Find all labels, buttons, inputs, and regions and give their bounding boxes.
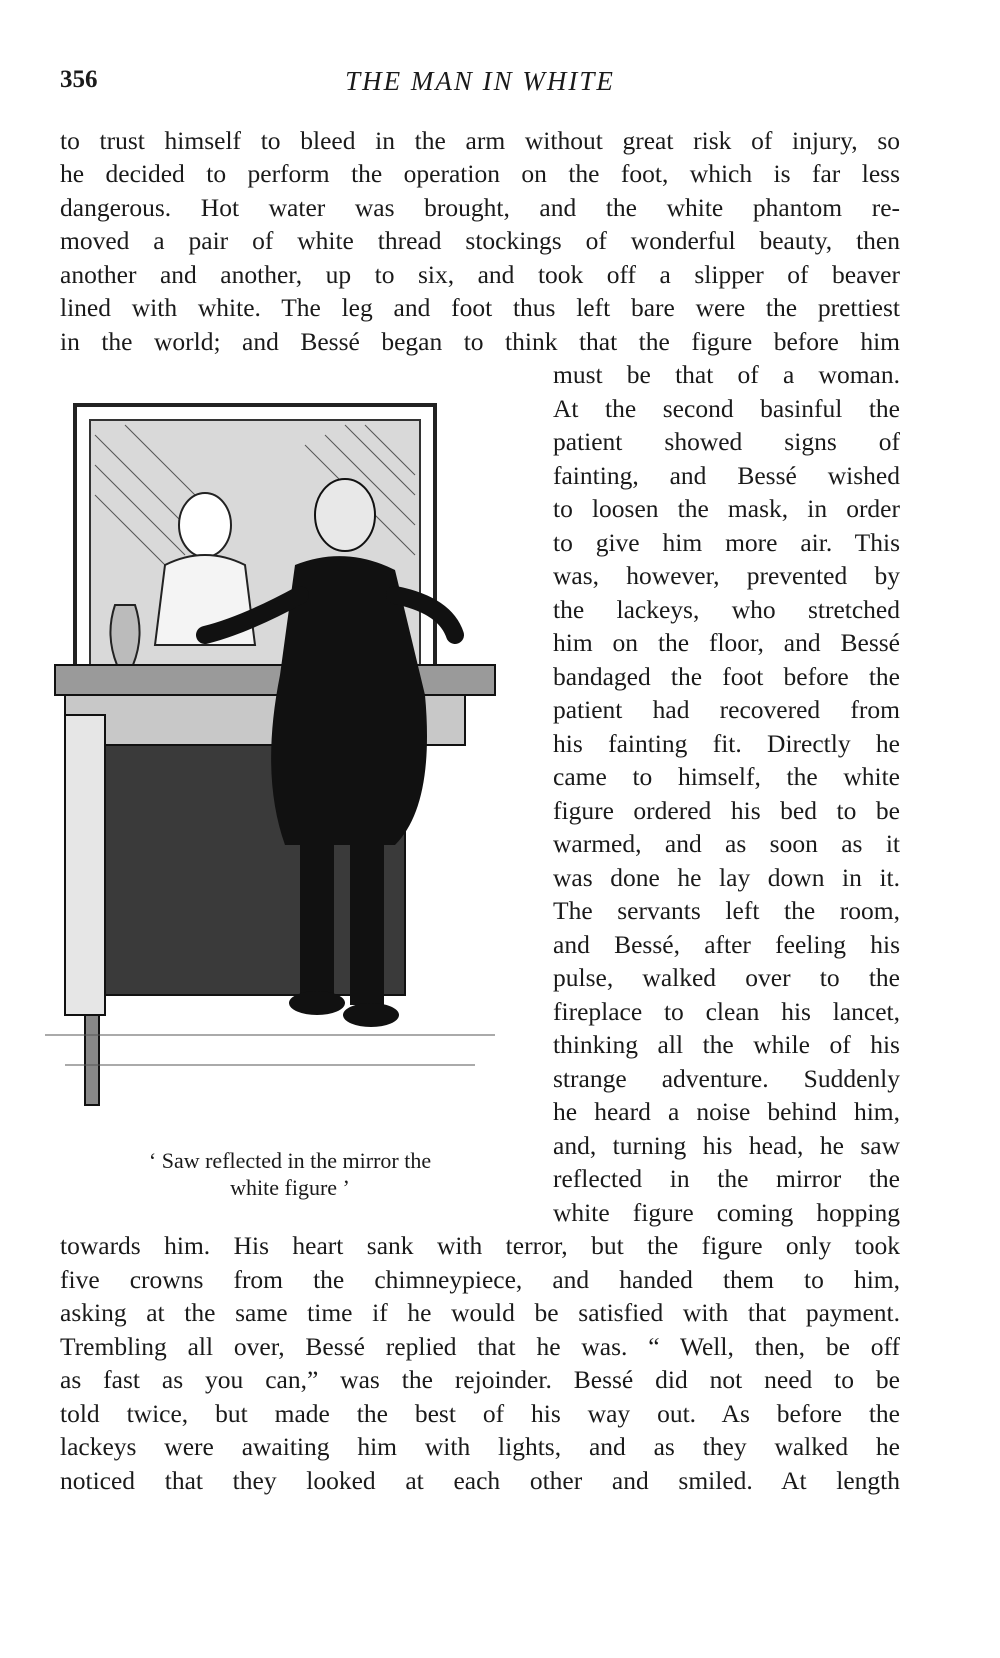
body-line: figure ordered his bed to be — [553, 796, 900, 825]
body-line: lined with white. The leg and foot thus left bare were the prettiest — [60, 293, 900, 322]
body-line: was, however, prevented by — [553, 561, 900, 590]
body-line: patient had recovered from — [553, 695, 900, 724]
body-line: noticed that they looked at each other and smiled. At length — [60, 1466, 900, 1495]
body-line: Trembling all over, Bessé replied that he was. “ Well, then, be off — [60, 1332, 900, 1361]
body-line: another and another, up to six, and took off a slipper of beaver — [60, 260, 900, 289]
body-line: in the world; and Bessé began to think that the figure before him — [60, 327, 900, 356]
body-line: five crowns from the chimneypiece, and handed them to him, — [60, 1265, 900, 1294]
body-line: patient showed signs of — [553, 427, 900, 456]
body-line: his fainting fit. Directly he — [553, 729, 900, 758]
body-line: towards him. His heart sank with terror, but the figure only took — [60, 1231, 900, 1260]
body-line: strange adventure. Suddenly — [553, 1064, 900, 1093]
body-line: asking at the same time if he would be satisfied with that payment. — [60, 1298, 900, 1327]
body-line: fainting, and Bessé wished — [553, 461, 900, 490]
body-line: reflected in the mirror the — [553, 1164, 900, 1193]
body-line: and Bessé, after feeling his — [553, 930, 900, 959]
body-line: to loosen the mask, in order — [553, 494, 900, 523]
body-line: as fast as you can,” was the rejoinder. Bessé did not need to be — [60, 1365, 900, 1394]
body-line: was done he lay down in it. — [553, 863, 900, 892]
figure-caption: ‘ Saw reflected in the mirror the — [148, 1148, 432, 1173]
body-line: The servants left the room, — [553, 896, 900, 925]
body-line: him on the floor, and Bessé — [553, 628, 900, 657]
figure-caption: white figure ’ — [230, 1175, 350, 1200]
body-line: he decided to perform the operation on the foot, which is far less — [60, 159, 900, 188]
body-line: fireplace to clean his lancet, — [553, 997, 900, 1026]
body-line: thinking all the while of his — [553, 1030, 900, 1059]
running-title: THE MAN IN WHITE — [345, 66, 615, 96]
illustration — [45, 375, 545, 1115]
body-line: white figure coming hopping — [553, 1198, 900, 1227]
body-line: he heard a noise behind him, — [553, 1097, 900, 1126]
body-line: pulse, walked over to the — [553, 963, 900, 992]
body-line: and, turning his head, he saw — [553, 1131, 900, 1160]
body-line: came to himself, the white — [553, 762, 900, 791]
body-line: to give him more air. This — [553, 528, 900, 557]
body-line: told twice, but made the best of his way out. As before the — [60, 1399, 900, 1428]
page-number: 356 — [60, 66, 98, 93]
body-line: moved a pair of white thread stockings of wonderful beauty, then — [60, 226, 900, 255]
body-line: must be that of a woman. — [553, 360, 900, 389]
body-line: the lackeys, who stretched — [553, 595, 900, 624]
page-header — [60, 66, 900, 100]
body-line: At the second basinful the — [553, 394, 900, 423]
body-line: dangerous. Hot water was brought, and the white phantom re- — [60, 193, 900, 222]
body-line: lackeys were awaiting him with lights, and as they walked he — [60, 1432, 900, 1461]
illustration-man-at-mirror — [45, 375, 545, 1115]
body-line: warmed, and as soon as it — [553, 829, 900, 858]
body-line: bandaged the foot before the — [553, 662, 900, 691]
body-line: to trust himself to bleed in the arm without great risk of injury, so — [60, 126, 900, 155]
